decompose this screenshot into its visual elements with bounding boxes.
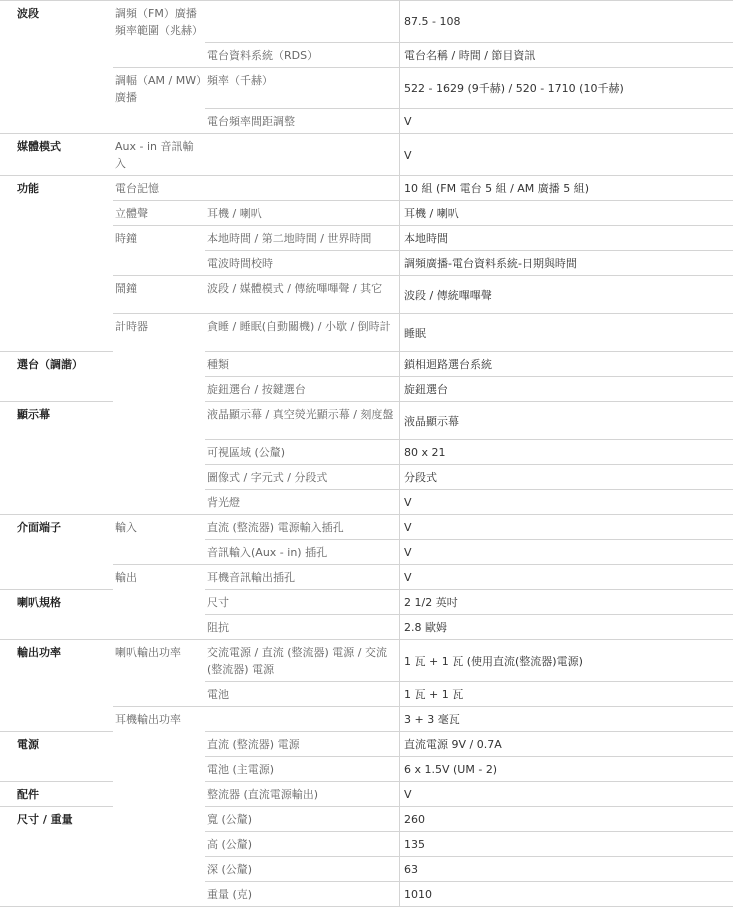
spec-subcategory	[113, 882, 205, 907]
spec-category: 電源	[0, 732, 113, 757]
spec-row	[0, 857, 733, 882]
spec-subcategory	[113, 377, 205, 402]
spec-item: 電池	[205, 682, 400, 707]
spec-category	[0, 440, 113, 465]
spec-value: 分段式	[400, 465, 733, 490]
spec-item: 頻率（千赫）	[205, 67, 400, 109]
spec-value: 87.5 - 108	[400, 1, 733, 43]
spec-item: 電台頻率間距調整	[205, 109, 400, 134]
spec-row	[0, 565, 733, 590]
spec-category	[0, 314, 113, 352]
spec-category	[0, 857, 113, 882]
spec-subcategory	[113, 832, 205, 857]
spec-row	[0, 515, 733, 540]
spec-subcategory	[113, 732, 205, 757]
spec-value: 260	[400, 807, 733, 832]
spec-row	[0, 732, 733, 757]
spec-value: V	[400, 540, 733, 565]
spec-row	[0, 251, 733, 276]
spec-row	[0, 590, 733, 615]
spec-item: 可視區域 (公釐)	[205, 440, 400, 465]
spec-item: 貪睡 / 睡眠(自動關機) / 小歇 / 倒時計	[205, 314, 400, 352]
spec-category	[0, 565, 113, 590]
spec-category	[0, 276, 113, 314]
spec-category	[0, 67, 113, 109]
spec-value: V	[400, 109, 733, 134]
spec-item: 電池 (主電源)	[205, 757, 400, 782]
spec-category: 輸出功率	[0, 640, 113, 682]
spec-row	[0, 67, 733, 109]
spec-item: 寬 (公釐)	[205, 807, 400, 832]
spec-category	[0, 377, 113, 402]
spec-value: 調頻廣播-電台資料系統-日期與時間	[400, 251, 733, 276]
spec-item: 本地時間 / 第二地時間 / 世界時間	[205, 226, 400, 251]
spec-item: 深 (公釐)	[205, 857, 400, 882]
spec-subcategory	[113, 490, 205, 515]
spec-row	[0, 276, 733, 314]
spec-row	[0, 201, 733, 226]
spec-subcategory	[113, 352, 205, 377]
spec-item	[205, 134, 400, 176]
spec-subcategory	[113, 440, 205, 465]
spec-item: 背光燈	[205, 490, 400, 515]
spec-row	[0, 109, 733, 134]
spec-category	[0, 882, 113, 907]
spec-subcategory: 調頻（FM）廣播頻率範圍（兆赫）	[113, 1, 205, 43]
spec-item: 旋鈕選台 / 按鍵選台	[205, 377, 400, 402]
spec-subcategory: 耳機輸出功率	[113, 707, 205, 732]
spec-value: 6 x 1.5V (UM - 2)	[400, 757, 733, 782]
spec-item: 交流電源 / 直流 (整流器) 電源 / 交流 (整流器) 電源	[205, 640, 400, 682]
spec-item: 高 (公釐)	[205, 832, 400, 857]
spec-item: 電波時間校時	[205, 251, 400, 276]
spec-row	[0, 757, 733, 782]
spec-item	[205, 1, 400, 43]
spec-category: 波段	[0, 1, 113, 43]
spec-row	[0, 490, 733, 515]
spec-category: 喇叭規格	[0, 590, 113, 615]
spec-value: 1010	[400, 882, 733, 907]
spec-item: 耳機音訊輸出插孔	[205, 565, 400, 590]
spec-value: 522 - 1629 (9千赫) / 520 - 1710 (10千赫)	[400, 67, 733, 109]
spec-row	[0, 440, 733, 465]
spec-row	[0, 314, 733, 352]
spec-subcategory	[113, 465, 205, 490]
spec-row	[0, 882, 733, 907]
spec-subcategory: 輸出	[113, 565, 205, 590]
spec-value: 2.8 歐姆	[400, 615, 733, 640]
spec-category	[0, 490, 113, 515]
spec-subcategory: 立體聲	[113, 201, 205, 226]
spec-category	[0, 109, 113, 134]
spec-value: 電台名稱 / 時間 / 節目資訊	[400, 42, 733, 67]
spec-value: V	[400, 134, 733, 176]
spec-item: 音訊輸入(Aux - in) 插孔	[205, 540, 400, 565]
spec-category	[0, 226, 113, 251]
spec-subcategory	[113, 251, 205, 276]
spec-subcategory	[113, 782, 205, 807]
spec-row	[0, 465, 733, 490]
spec-row	[0, 540, 733, 565]
spec-item: 波段 / 媒體模式 / 傳統嗶嗶聲 / 其它	[205, 276, 400, 314]
spec-value: 本地時間	[400, 226, 733, 251]
spec-value: V	[400, 782, 733, 807]
spec-subcategory: 計時器	[113, 314, 205, 352]
spec-subcategory	[113, 540, 205, 565]
spec-category: 尺寸 / 重量	[0, 807, 113, 832]
spec-item	[205, 176, 400, 201]
spec-subcategory: 調幅（AM / MW）廣播	[113, 67, 205, 109]
spec-subcategory	[113, 590, 205, 615]
spec-category: 介面端子	[0, 515, 113, 540]
spec-category	[0, 757, 113, 782]
spec-row	[0, 1, 733, 43]
spec-item: 重量 (克)	[205, 882, 400, 907]
spec-subcategory: 輸入	[113, 515, 205, 540]
spec-item: 電台資料系統（RDS）	[205, 42, 400, 67]
spec-value: 睡眠	[400, 314, 733, 352]
spec-row	[0, 707, 733, 732]
spec-value: V	[400, 515, 733, 540]
spec-value: 135	[400, 832, 733, 857]
spec-category: 顯示幕	[0, 402, 113, 440]
spec-value: 鎖相迴路選台系統	[400, 352, 733, 377]
spec-category: 選台（調諧）	[0, 352, 113, 377]
spec-value: 耳機 / 喇叭	[400, 201, 733, 226]
spec-value: 1 瓦 + 1 瓦	[400, 682, 733, 707]
spec-row	[0, 807, 733, 832]
spec-row	[0, 176, 733, 201]
spec-category	[0, 832, 113, 857]
spec-value: 直流電源 9V / 0.7A	[400, 732, 733, 757]
spec-value: 3 + 3 毫瓦	[400, 707, 733, 732]
spec-value: 1 瓦 + 1 瓦 (使用直流(整流器)電源)	[400, 640, 733, 682]
spec-subcategory: 喇叭輸出功率	[113, 640, 205, 682]
spec-item	[205, 707, 400, 732]
spec-category: 配件	[0, 782, 113, 807]
spec-row	[0, 782, 733, 807]
spec-category: 媒體模式	[0, 134, 113, 176]
spec-subcategory: 時鐘	[113, 226, 205, 251]
spec-subcategory: 鬧鐘	[113, 276, 205, 314]
spec-row	[0, 682, 733, 707]
spec-item: 整流器 (直流電源輸出)	[205, 782, 400, 807]
spec-subcategory: Aux - in 音訊輸入	[113, 134, 205, 176]
spec-row	[0, 352, 733, 377]
spec-value: 旋鈕選台	[400, 377, 733, 402]
spec-subcategory: 電台記憶	[113, 176, 205, 201]
spec-value: V	[400, 565, 733, 590]
spec-category	[0, 540, 113, 565]
spec-category	[0, 615, 113, 640]
spec-value: 10 組 (FM 電台 5 組 / AM 廣播 5 組)	[400, 176, 733, 201]
spec-row	[0, 42, 733, 67]
spec-value: 2 1/2 英吋	[400, 590, 733, 615]
spec-row	[0, 615, 733, 640]
spec-subcategory	[113, 757, 205, 782]
spec-value: 波段 / 傳統嗶嗶聲	[400, 276, 733, 314]
spec-item: 耳機 / 喇叭	[205, 201, 400, 226]
spec-item: 直流 (整流器) 電源輸入插孔	[205, 515, 400, 540]
spec-row	[0, 377, 733, 402]
spec-subcategory	[113, 109, 205, 134]
spec-item: 圖像式 / 字元式 / 分段式	[205, 465, 400, 490]
spec-item: 液晶顯示幕 / 真空熒光顯示幕 / 刻度盤	[205, 402, 400, 440]
spec-category	[0, 465, 113, 490]
spec-item: 阻抗	[205, 615, 400, 640]
spec-item: 種類	[205, 352, 400, 377]
spec-subcategory	[113, 615, 205, 640]
spec-value: 80 x 21	[400, 440, 733, 465]
spec-value: 液晶顯示幕	[400, 402, 733, 440]
spec-value: 63	[400, 857, 733, 882]
spec-category	[0, 201, 113, 226]
spec-category	[0, 707, 113, 732]
spec-subcategory	[113, 857, 205, 882]
spec-row	[0, 402, 733, 440]
spec-subcategory	[113, 42, 205, 67]
spec-category: 功能	[0, 176, 113, 201]
spec-row	[0, 134, 733, 176]
spec-category	[0, 682, 113, 707]
spec-subcategory	[113, 807, 205, 832]
spec-subcategory	[113, 682, 205, 707]
spec-value: V	[400, 490, 733, 515]
spec-row	[0, 640, 733, 682]
spec-category	[0, 42, 113, 67]
spec-row	[0, 226, 733, 251]
spec-subcategory	[113, 402, 205, 440]
spec-item: 尺寸	[205, 590, 400, 615]
spec-item: 直流 (整流器) 電源	[205, 732, 400, 757]
spec-table-body	[0, 1, 733, 907]
spec-category	[0, 251, 113, 276]
spec-row	[0, 832, 733, 857]
